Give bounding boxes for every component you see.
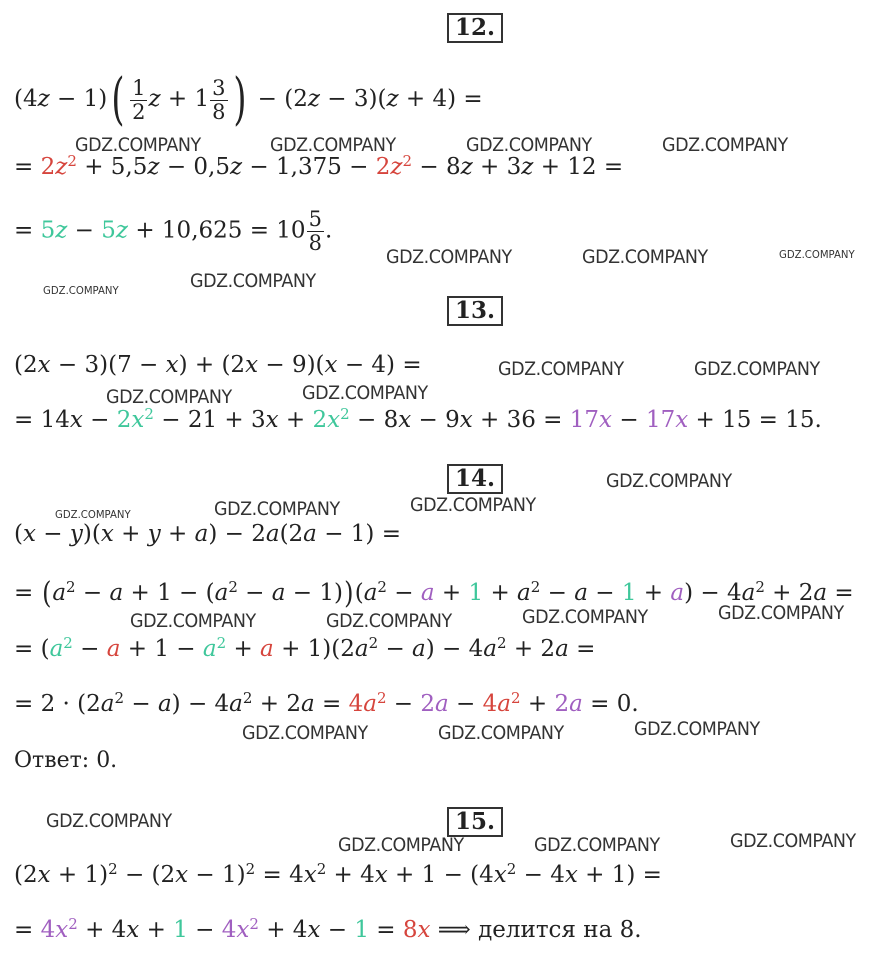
watermark: GDZ.COMPANY	[386, 246, 512, 268]
answer-line: Ответ: 0.	[14, 748, 118, 773]
watermark: GDZ.COMPANY	[466, 134, 592, 156]
problem-12-line-3: = 5z − 5z + 10,625 = 10 $\frac{5}{8}$ .	[14, 207, 333, 255]
problem-number-12: 12.	[447, 13, 503, 43]
watermark: GDZ.COMPANY	[130, 610, 256, 632]
problem-15-line-2: = $4x^2 + 4x + 1 - 4x^2 + 4x - 1 = 8x$ ⟹ делится на 8.	[14, 914, 642, 943]
watermark: GDZ.COMPANY	[326, 610, 452, 632]
watermark: GDZ.COMPANY	[634, 718, 760, 740]
divisible-text: делится на 8.	[478, 917, 642, 943]
watermark: GDZ.COMPANY	[694, 358, 820, 380]
problem-14-line-1: (x − y)(x + y + a) − 2a(2a − 1) =	[14, 521, 401, 547]
problem-15-line-1: $(2x + 1)^2 - (2x - 1)^2 = 4x^2 + 4x + 1 - (4x^2 - 4x + 1)$ =	[14, 859, 662, 888]
problem-14-line-4: = $2 \cdot (2a^2 - a) - 4a^2 + 2a = 4a^2 - 2a - 4a^2 + 2a = 0$.	[14, 688, 639, 717]
watermark: GDZ.COMPANY	[534, 834, 660, 856]
problem-number-14: 14.	[447, 464, 503, 494]
watermark: GDZ.COMPANY	[438, 722, 564, 744]
problem-12-line-2: = $2z^2 + 5,5z - 0,5z - 1,375 - 2z^2 - 8z + 3z + 12$ =	[14, 151, 624, 180]
watermark: GDZ.COMPANY	[410, 494, 536, 516]
watermark: GDZ.COMPANY	[43, 284, 119, 297]
problem-12-line-1: (4z − 1)( $\frac{1}{2}$ z + 1 $\frac{3}{8}$ ) − (2z − 3)(z + 4) =	[14, 67, 483, 132]
problem-number-13: 13.	[447, 296, 503, 326]
watermark: GDZ.COMPANY	[106, 386, 232, 408]
watermark: GDZ.COMPANY	[270, 134, 396, 156]
watermark: GDZ.COMPANY	[606, 470, 732, 492]
watermark: GDZ.COMPANY	[338, 834, 464, 856]
watermark: GDZ.COMPANY	[662, 134, 788, 156]
watermark: GDZ.COMPANY	[46, 810, 172, 832]
watermark: GDZ.COMPANY	[718, 602, 844, 624]
watermark: GDZ.COMPANY	[302, 382, 428, 404]
problem-number-15: 15.	[447, 807, 503, 837]
watermark: GDZ.COMPANY	[522, 606, 648, 628]
problem-13-line-2: = $14x - 2x^2 - 21 + 3x + 2x^2 - 8x - 9x + 36 = 17x - 17x + 15 = 15$.	[14, 404, 822, 433]
watermark: GDZ.COMPANY	[214, 498, 340, 520]
watermark: GDZ.COMPANY	[242, 722, 368, 744]
watermark: GDZ.COMPANY	[75, 134, 201, 156]
watermark: GDZ.COMPANY	[779, 248, 855, 261]
problem-14-line-2: = $(a^2 - a + 1 - (a^2 - a - 1))(a^2 - a + 1 + a^2 - a - 1 + a) - 4a^2 + 2a$ =	[14, 576, 854, 611]
watermark: GDZ.COMPANY	[582, 246, 708, 268]
problem-14-line-3: = $(a^2 - a + 1 - a^2 + a + 1)(2a^2 - a) - 4a^2 + 2a$ =	[14, 633, 596, 662]
watermark: GDZ.COMPANY	[190, 270, 316, 292]
watermark: GDZ.COMPANY	[730, 830, 856, 852]
watermark: GDZ.COMPANY	[498, 358, 624, 380]
problem-13-line-1: (2x − 3)(7 − x) + (2x − 9)(x − 4) =	[14, 352, 422, 378]
watermark: GDZ.COMPANY	[55, 508, 131, 521]
